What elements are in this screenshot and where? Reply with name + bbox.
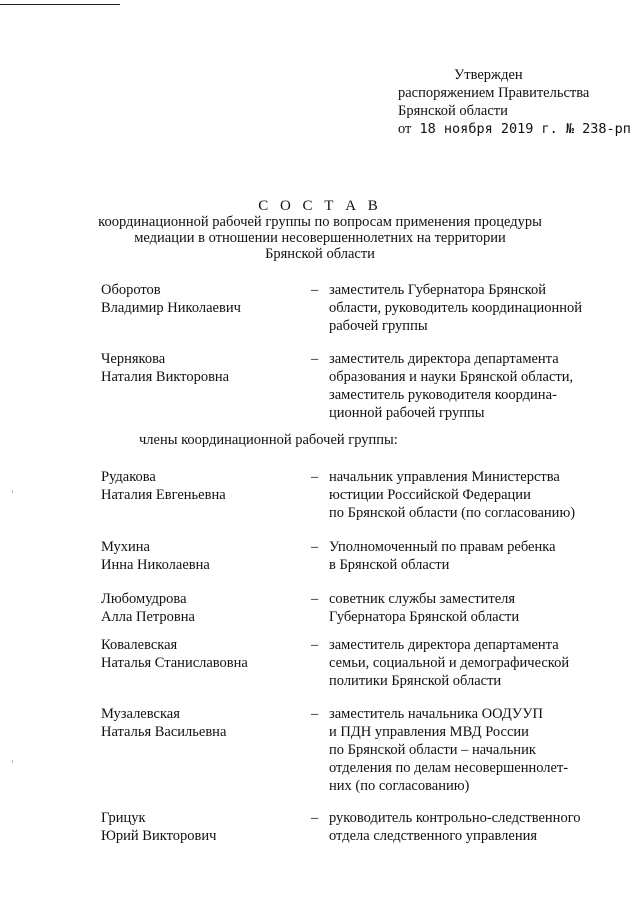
member-surname: Мухина [101,539,150,555]
subtitle-line: координационной рабочей группы по вопросам применения процедуры [98,214,542,230]
member-given-name: Алла Петровна [101,609,195,625]
member-surname: Оборотов [101,282,161,298]
member-role [329,809,629,845]
approval-block [398,66,638,138]
member-role [329,590,629,626]
member-role [329,468,629,522]
role-line: политики Брянской области [329,673,502,689]
role-line: заместитель директора департамента [329,637,559,653]
member-role [329,705,629,795]
member-given-name: Наталья Васильевна [101,724,227,740]
role-line: руководитель контрольно-следственного [329,810,581,826]
member-given-name: Наталия Евгеньевна [101,487,226,503]
member-dash: – [311,591,319,607]
role-line: юстиции Российской Федерации [329,487,531,503]
scan-margin-mark [12,490,13,493]
approval-line-3: Брянской области [398,103,508,119]
member-dash: – [311,351,319,367]
member-dash: – [311,637,319,653]
member-name [101,705,301,741]
role-line: семьи, социальной и демографической [329,655,570,671]
member-given-name: Наталия Викторовна [101,369,230,385]
member-name [101,281,301,317]
role-line: области, руководитель координационной [329,300,583,316]
member-dash: – [311,706,319,722]
member-surname: Чернякова [101,351,166,367]
member-dash: – [311,810,319,826]
role-line: заместитель директора департамента [329,351,559,367]
member-surname: Музалевская [101,706,180,722]
member-role [329,281,629,335]
role-line: в Брянской области [329,557,450,573]
role-line: Уполномоченный по правам ребенка [329,539,556,555]
document-title: С О С Т А В [258,198,382,214]
role-line: рабочей группы [329,318,428,334]
role-line: Губернатора Брянской области [329,609,520,625]
top-rule [0,4,120,5]
member-surname: Рудакова [101,469,156,485]
approval-line-2: распоряжением Правительства [398,85,590,101]
role-line: по Брянской области (по согласованию) [329,505,576,521]
role-line: начальник управления Министерства [329,469,560,485]
role-line: заместитель Губернатора Брянской [329,282,546,298]
document-subtitle [0,214,640,262]
member-name [101,636,301,672]
member-name [101,538,301,574]
role-line: советник службы заместителя [329,591,516,607]
role-line: образования и науки Брянской области, [329,369,574,385]
member-given-name: Владимир Николаевич [101,300,241,316]
role-line: ционной рабочей группы [329,405,485,421]
member-dash: – [311,469,319,485]
members-label: члены координационной рабочей группы: [139,432,398,448]
member-surname: Грицук [101,810,146,826]
role-line: и ПДН управления МВД России [329,724,529,740]
subtitle-line: Брянской области [265,246,375,262]
role-line: заместитель начальника ООДУУП [329,706,543,722]
member-name [101,590,301,626]
role-line: по Брянской области – начальник [329,742,536,758]
member-dash: – [311,282,319,298]
member-role [329,350,629,422]
member-given-name: Наталья Станиславовна [101,655,248,671]
member-given-name: Юрий Викторович [101,828,217,844]
member-role [329,538,629,574]
member-surname: Ковалевская [101,637,178,653]
member-surname: Любомудрова [101,591,187,607]
member-name [101,350,301,386]
approval-approved: Утвержден [454,67,523,83]
member-name [101,468,301,504]
scan-margin-mark [12,760,13,763]
role-line: отделения по делам несовершеннолет- [329,760,569,776]
member-dash: – [311,539,319,555]
role-line: отдела следственного управления [329,828,538,844]
approval-date-prefix: от [398,121,412,137]
role-line: них (по согласованию) [329,778,470,794]
subtitle-line: медиации в отношении несовершеннолетних на территории [134,230,506,246]
role-line: заместитель руководителя координа- [329,387,557,403]
member-role [329,636,629,690]
member-name [101,809,301,845]
member-given-name: Инна Николаевна [101,557,210,573]
approval-date-value: 18 ноября 2019 г. № 238-рп [419,121,631,137]
approval-date-line [398,120,638,138]
